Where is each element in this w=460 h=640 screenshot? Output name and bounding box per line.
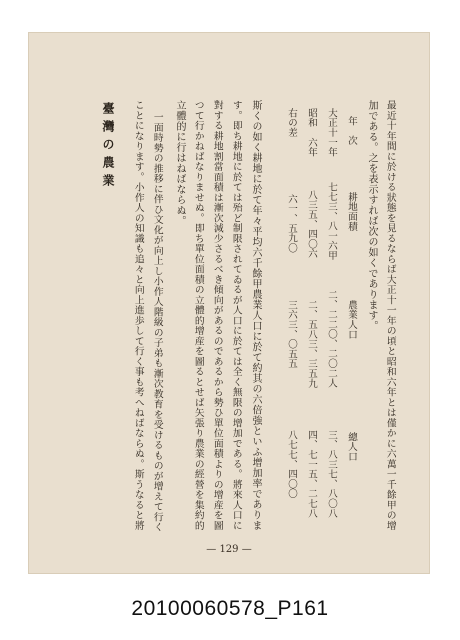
- table-header: 耕地面積: [346, 192, 357, 232]
- paragraph-line: 立體的に行はねばならぬ。: [174, 100, 185, 226]
- paragraph-line: 加である。之を表示すれば次の如くであります。: [366, 100, 377, 331]
- table-header: 年 次: [346, 116, 357, 146]
- table-header: 農業人口: [346, 300, 357, 340]
- paragraph-line: す。即ち耕地に於ては殆ど制限されてゐるが人口に於ては全く無限の增加である。將來人口に: [230, 100, 242, 531]
- paragraph-line: ことになります。小作人の知識も追々と向上進歩して行く事も考へねばならぬ。斯うなると將: [132, 100, 144, 531]
- table-cell: 二、二二〇、二〇二人: [326, 290, 337, 388]
- table-cell: 四、七一五、二七八: [306, 430, 317, 519]
- table-cell: 右の差: [286, 108, 297, 138]
- table-cell: 昭和 六年: [306, 108, 317, 157]
- paragraph-line: 斯くの如く耕地に於て年々平均六千餘甲農業人口に於て約其の六倍強といふ增加率でありま: [250, 100, 261, 531]
- table-cell: 六一、五九〇: [286, 194, 297, 253]
- paragraph-line: 對する耕地割當面積は漸次減少さるべき傾向があるのであるから勢ひ單位面積よりの增産を圖: [211, 100, 223, 531]
- table-cell: 八七七、四〇〇: [286, 430, 297, 499]
- paragraph-line: 一面時勢の推移に伴ひ文化が向上し小作人階級の子弟も漸次教育を受けるものが增えて行く: [151, 112, 163, 533]
- page-number: — 129 —: [206, 544, 252, 555]
- running-title: 臺灣の農業: [101, 102, 115, 192]
- table-cell: 大正十一年: [326, 108, 337, 157]
- table-header: 總人口: [346, 432, 357, 462]
- table-cell: 二、五八三、三五九: [306, 300, 317, 389]
- table-cell: 七七三、八一六甲: [326, 182, 337, 261]
- table-cell: 三六三、〇五五: [286, 300, 297, 369]
- paragraph-line: 最近十年間に於ける狀態を見るならば大正十一年の頃と昭和六年とは僅かに六萬一千餘甲の增: [384, 100, 396, 531]
- paragraph-line: つて行かねばなりませぬ。即ち單位面積の立體的增産を圖るとせば矢張り農業の經營を集約的: [192, 100, 204, 531]
- document-page: [28, 32, 430, 574]
- image-caption: 20100060578_P161: [131, 597, 329, 620]
- table-cell: 三、八三七、八〇八: [326, 430, 337, 519]
- table-cell: 八三五、四〇六: [306, 190, 317, 259]
